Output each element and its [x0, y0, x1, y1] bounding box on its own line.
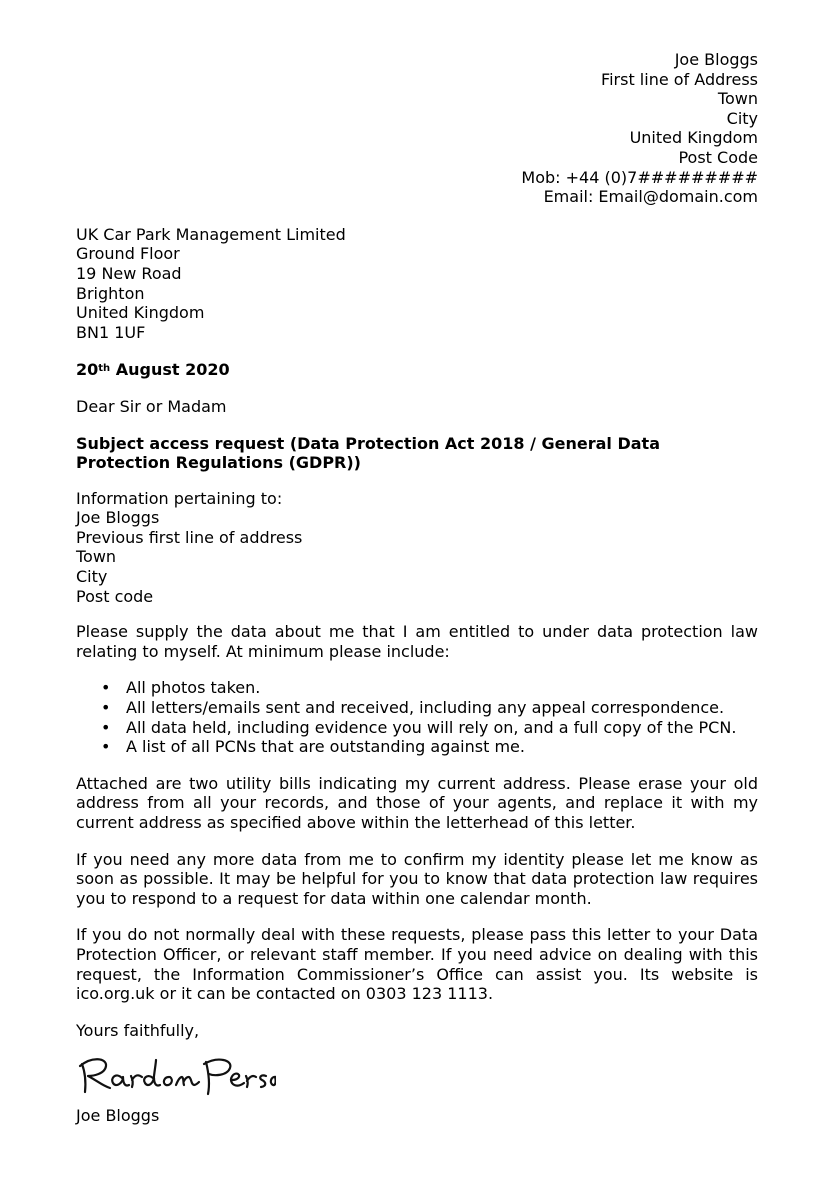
address-paragraph: Attached are two utility bills indicating my current address. Please erase your old address from all your records, and those of your agents, and replace it with my current address as specified above within the letterhead of this letter.	[76, 773, 758, 832]
request-intro-paragraph: Please supply the data about me that I am entitled to under data protection law relating to myself. At minimum please include:	[76, 622, 758, 661]
sender-address	[76, 50, 758, 207]
letter-date	[76, 360, 758, 380]
identity-paragraph: If you need any more data from me to confirm my identity please let me know as soon as possible. It may be helpful for you to know that data protection law requires you to respond to a request for data within one calendar month.	[76, 849, 758, 908]
recipient-town: Brighton	[76, 283, 145, 303]
date-day: 20	[76, 360, 99, 380]
info-postcode: Post code	[76, 586, 154, 606]
recipient-postcode: BN1 1UF	[76, 322, 146, 342]
info-heading: Information pertaining to:	[76, 488, 283, 508]
sender-country: United Kingdom	[629, 128, 758, 148]
recipient-company: UK Car Park Management Limited	[76, 224, 346, 244]
recipient-line2: 19 New Road	[76, 263, 182, 283]
sender-address-line1: First line of Address	[601, 69, 758, 89]
list-item: • A list of all PCNs that are outstanding against me.	[126, 737, 758, 757]
request-list	[76, 678, 758, 756]
dpo-paragraph: If you do not normally deal with these requests, please pass this letter to your Data Protection Officer, or relevant staff member. If you need advice on dealing with this request, the Information Commissioner’s Office can assist you. Its website is ico.org.uk or it can be contacted on 0303 123 1113.	[76, 925, 758, 1004]
sender-town: Town	[717, 89, 758, 109]
info-previous-address: Previous first line of address	[76, 527, 303, 547]
salutation: Dear Sir or Madam	[76, 396, 227, 416]
information-pertaining	[76, 489, 758, 607]
sender-postcode: Post Code	[678, 147, 758, 167]
signatory-name: Joe Bloggs	[76, 1106, 160, 1126]
date-month-year: August 2020	[110, 360, 230, 380]
sender-city: City	[726, 108, 758, 128]
closing: Yours faithfully,	[76, 1020, 200, 1040]
recipient-address	[76, 225, 758, 343]
sender-name: Joe Bloggs	[674, 50, 758, 69]
letter-page	[76, 50, 758, 1126]
list-item: • All photos taken.	[126, 678, 758, 698]
info-city: City	[76, 567, 108, 587]
subject-heading: Subject access request (Data Protection Act 2018 / General Data Protection Regulations (GDPR))	[76, 433, 660, 473]
list-item: • All letters/emails sent and received, including any appeal correspondence.	[126, 698, 758, 718]
handwritten-signature-icon	[76, 1050, 276, 1098]
sender-mobile: Mob: +44 (0)7#########	[521, 167, 758, 187]
recipient-country: United Kingdom	[76, 303, 205, 323]
recipient-line1: Ground Floor	[76, 244, 180, 264]
info-name: Joe Bloggs	[76, 508, 160, 528]
list-item: • All data held, including evidence you will rely on, and a full copy of the PCN.	[126, 718, 758, 738]
sender-email: Email: Email@domain.com	[543, 187, 758, 207]
info-town: Town	[76, 547, 117, 567]
date-suffix: th	[98, 363, 111, 375]
